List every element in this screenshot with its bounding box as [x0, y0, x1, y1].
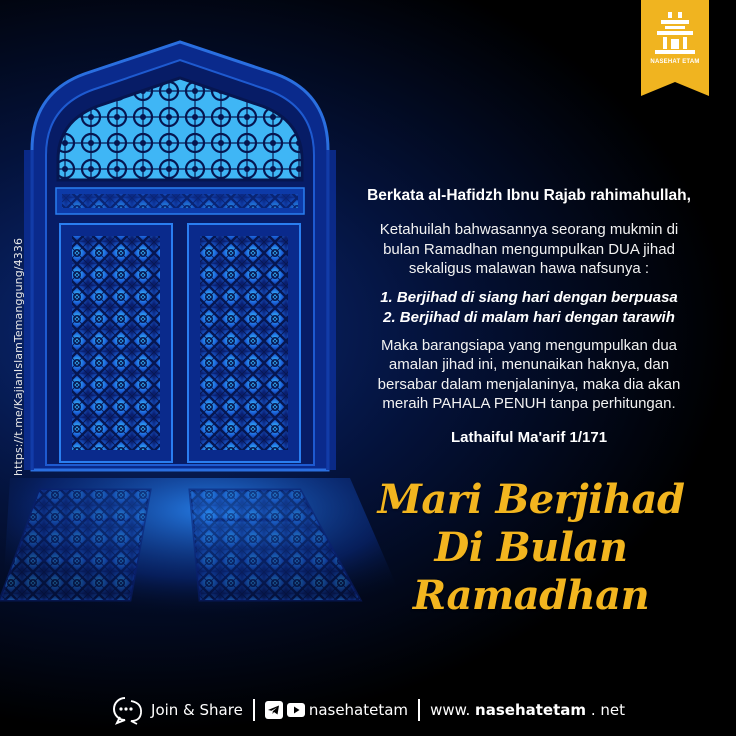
footer-bar	[0, 690, 736, 730]
website-prefix: www.	[430, 701, 471, 719]
paragraph-line: bulan Ramadhan mengumpulkan DUA jihad	[383, 240, 675, 258]
social-handle[interactable]: nasehatetam	[308, 701, 409, 719]
paragraph-line: sekaligus malawan hawa nafsunya :	[408, 260, 650, 277]
youtube-icon[interactable]	[287, 701, 305, 719]
side-source-url[interactable]: https://t.me/KajianIslamTemanggung/4336	[12, 237, 25, 476]
paragraph-line: amalan jihad ini, menunaikan haknya, dan	[388, 356, 670, 373]
paragraph-line: Ketahuilah bahwasannya seorang mukmin di	[379, 221, 679, 238]
quote-heading: Berkata al-Hafidzh Ibnu Rajab rahimahullah,	[367, 187, 691, 204]
telegram-icon[interactable]	[265, 701, 283, 719]
footer-divider	[418, 699, 420, 721]
quote-paragraph-1	[332, 220, 726, 279]
website-name: nasehatetam	[475, 701, 587, 719]
building-logo-icon	[641, 0, 709, 96]
jihad-points-list	[332, 288, 726, 328]
chat-share-icon[interactable]	[111, 695, 145, 725]
website-link[interactable]	[430, 701, 625, 719]
poster-title	[336, 476, 726, 620]
paragraph-line: Maka barangsiapa yang mengumpulkan dua	[380, 336, 678, 354]
badge-label: NASEHAT ETAM	[650, 59, 700, 65]
paragraph-line: bersabar dalam menjalaninya, maka dia akan	[377, 375, 681, 393]
point-item: 2. Berjihad di malam hari dengan tarawih	[383, 308, 675, 326]
point-item: 1. Berjihad di siang hari dengan berpuasa	[380, 288, 678, 306]
quote-source: Lathaiful Ma'arif 1/171	[450, 428, 608, 446]
quote-paragraph-2	[332, 336, 726, 414]
join-share-label: Join & Share	[151, 701, 243, 719]
paragraph-line: meraih PAHALA PENUH tanpa perhitungan.	[382, 395, 676, 412]
quote-content	[332, 186, 726, 448]
title-line-1: Mari Berjihad	[377, 476, 685, 523]
footer-divider	[253, 699, 255, 721]
title-line-2: Di Bulan Ramadhan	[412, 524, 650, 619]
website-suffix: . net	[590, 701, 625, 719]
